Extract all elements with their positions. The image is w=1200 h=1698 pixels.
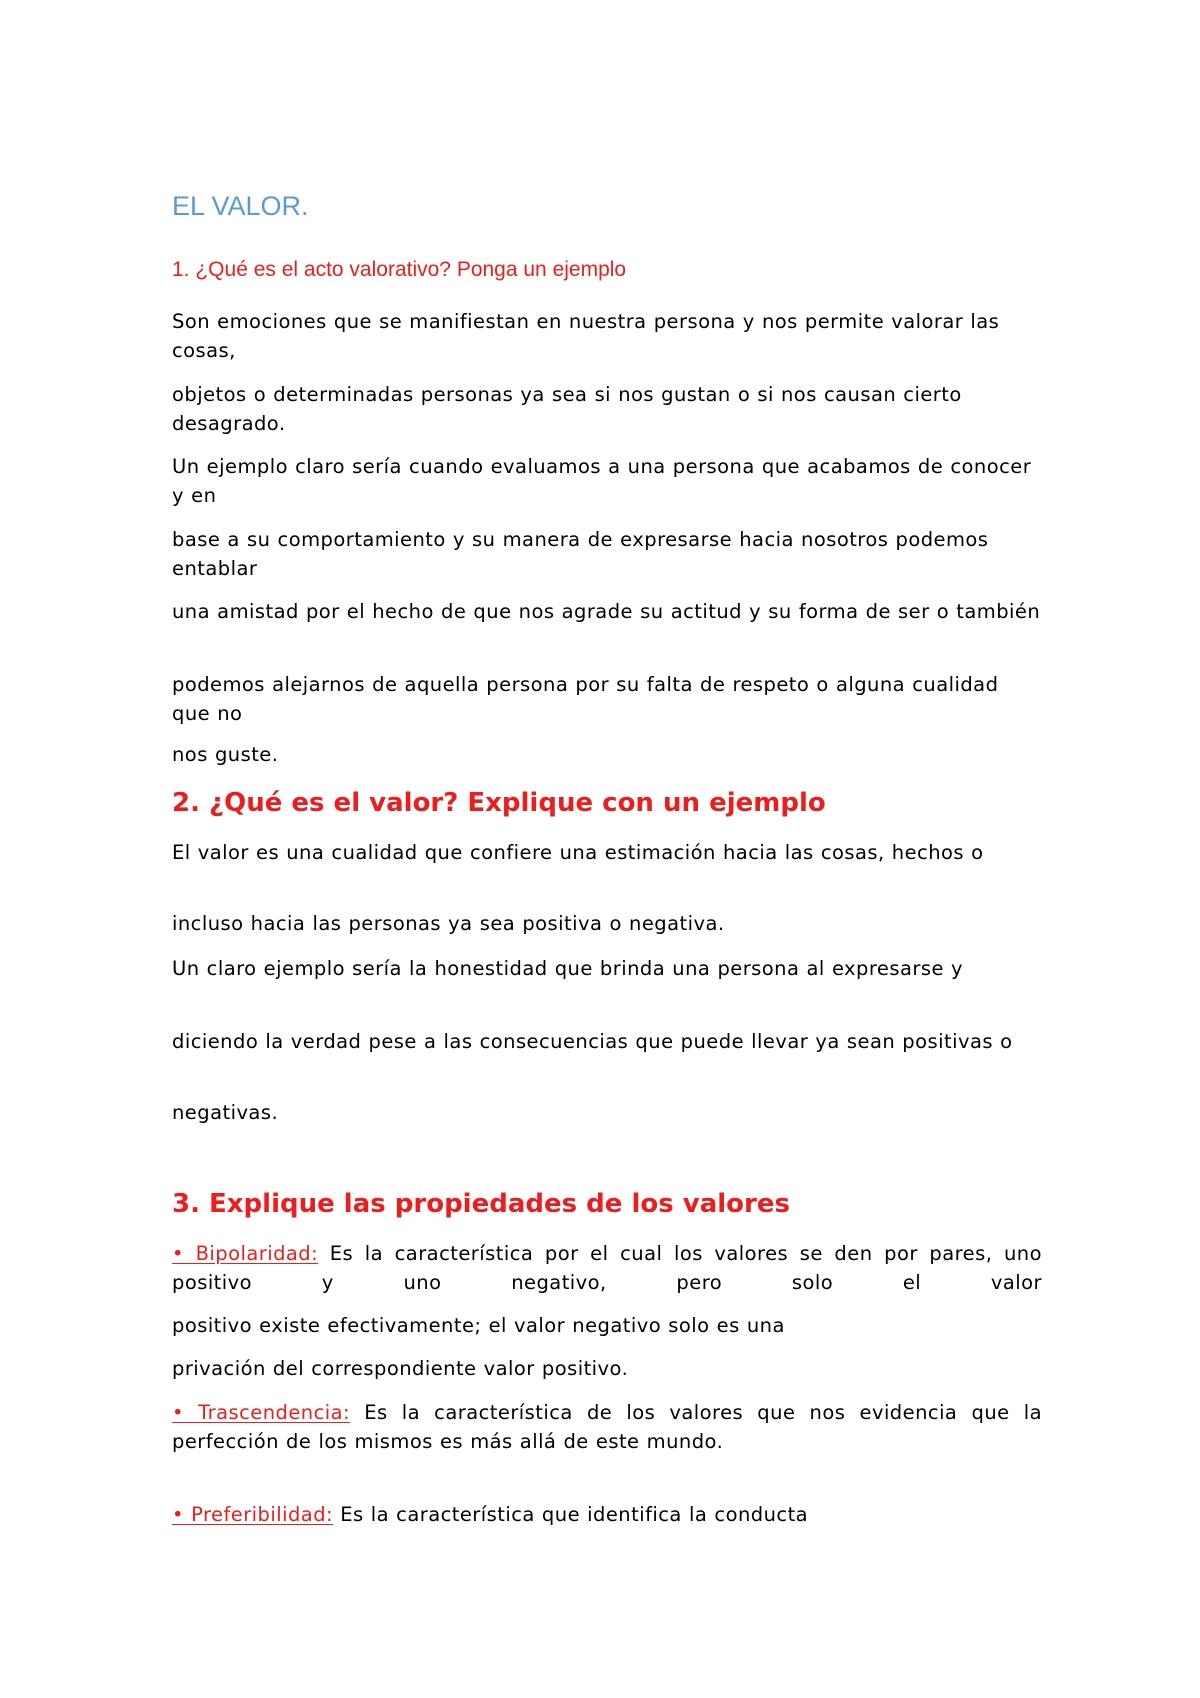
q1-paragraph: base a su comportamiento y su manera de expresarse hacia nosotros podemos entablar	[172, 528, 989, 580]
q2-paragraph: negativas.	[172, 1101, 279, 1124]
property-label: • Bipolaridad:	[172, 1242, 319, 1265]
property-continuation: positivo existe efectivamente; el valor negativo solo es una	[172, 1314, 785, 1337]
property-preferibilidad	[172, 1500, 1042, 1529]
property-text: Es la característica que identifica la conducta	[333, 1503, 809, 1526]
q2-paragraph: Un claro ejemplo sería la honestidad que brinda una persona al expresarse y	[172, 957, 964, 980]
property-bipolaridad	[172, 1239, 1042, 1297]
q1-paragraph: una amistad por el hecho de que nos agrade su actitud y su forma de ser o también	[172, 600, 1041, 623]
q1-paragraph: Son emociones que se manifiestan en nuestra persona y nos permite valorar las cosas,	[172, 310, 1000, 362]
property-continuation: privación del correspondiente valor positivo.	[172, 1357, 629, 1380]
q1-paragraph: podemos alejarnos de aquella persona por su falta de respeto o alguna cualidad que no	[172, 673, 999, 725]
q2-paragraph: diciendo la verdad pese a las consecuencias que puede llevar ya sean positivas o	[172, 1030, 1013, 1053]
q1-paragraph: objetos o determinadas personas ya sea si nos gustan o si nos causan cierto desagrado.	[172, 383, 962, 435]
q1-paragraph: Un ejemplo claro sería cuando evaluamos a una persona que acabamos de conocer y en	[172, 455, 1032, 507]
property-text: Es la característica por el cual los valores se den por pares, uno positivo y uno negativo, pero solo el valor	[172, 1242, 1042, 1294]
property-trascendencia	[172, 1398, 1042, 1456]
q2-paragraph: El valor es una cualidad que confiere una estimación hacia las cosas, hechos o	[172, 841, 984, 864]
question-1-heading: 1. ¿Qué es el acto valorativo? Ponga un ejemplo	[172, 258, 627, 281]
property-label: • Trascendencia:	[172, 1401, 351, 1424]
q1-paragraph: nos guste.	[172, 743, 279, 766]
property-label: • Preferibilidad:	[172, 1503, 334, 1526]
document-title: EL VALOR.	[172, 191, 309, 221]
property-text: Es la característica de los valores que nos evidencia que la perfección de los mismos es más allá de este mundo.	[172, 1401, 1042, 1453]
question-2-heading: 2. ¿Qué es el valor? Explique con un ejemplo	[172, 788, 826, 818]
question-3-heading: 3. Explique las propiedades de los valores	[172, 1189, 790, 1219]
q2-paragraph: incluso hacia las personas ya sea positiva o negativa.	[172, 912, 725, 935]
